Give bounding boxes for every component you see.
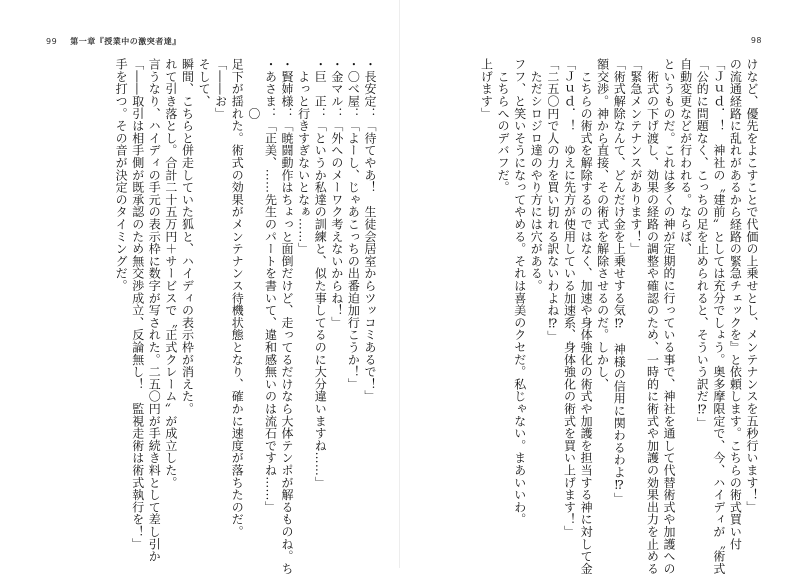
text-column: ・あさま：「正美、……先生のパートを書いて、違和感無いのは流石ですね……」: [263, 58, 278, 514]
text-column: 「――取引は相手側が既承認のため無交渉成立、反論無し！ 監視走術は術式執行を！」: [130, 58, 145, 550]
text-column: 「Ｊｕｄ．！ ゆえに先方が使用している加速系、身体強化の術式を買い上げます！」: [562, 58, 577, 538]
text-column: 額交渉。神から直接、その術式を解除させるのだ。しかし、: [595, 58, 610, 391]
text-column: 「緊急メンテナンスがあります！」: [628, 58, 643, 255]
left-page-text: [46, 58, 378, 575]
left-page-number: 99: [46, 37, 58, 46]
text-column: 「二五〇円で人の力を買い切れる訳ないわよね⁉」: [545, 58, 560, 343]
right-page-text: [440, 58, 760, 575]
text-column: 「――お」: [213, 58, 228, 120]
text-column: 手を打つ。その音が決定のタイミングだ。: [114, 58, 129, 292]
right-page-number: 98: [750, 36, 762, 45]
text-column: 上げます」: [479, 58, 494, 120]
text-column: ・〇べ屋：「よーし、じゃあこっちの出番迫加行こうか！」: [346, 58, 361, 391]
text-column: というものだ。これは多くの神が定期的に行っている事で、神社を通して代替術式や加護への: [662, 58, 677, 575]
section-break: 〇: [246, 58, 261, 120]
text-column: 自動変更などが行われる。ならば、: [678, 58, 693, 255]
text-column: こちらへのデバフだ。: [496, 58, 511, 194]
running-title: 第一章『授業中の激突者達』: [70, 36, 181, 46]
text-column: れて引き落とし。合計二十五万円＋サービスで〝正式クレーム〟が成立した。: [163, 58, 178, 489]
text-column: けなど、優先をよこすことで代価の上乗せとし、メンテナンスを五秒行います！」: [745, 58, 759, 514]
text-column: の流通経路に乱れがあるから経路の緊急チェックを』と依頼します。こちらの術式買い付: [728, 58, 743, 550]
text-column: ・金マル：「外へのメーワク考えないからね！」: [329, 58, 344, 329]
text-column: ・巨 正：「というか私達の訓練と、似た事してるのに大分違いますね……」: [313, 58, 328, 489]
left-page-header: [46, 36, 181, 47]
text-column: そして、: [197, 58, 212, 108]
text-column: 言うなり、ハイディの手元の表示枠に数字が写された。二五〇円が手続き料として差し引か: [147, 58, 162, 563]
text-column: 「術式解除なんて、どんだけ金を上乗せする気⁉ 神様の信用に関わるわよ⁉」: [612, 58, 627, 505]
text-column: 足下が揺れた。術式の効果がメンテナンス待機状態となり、確かに速度が落ちたのだ。: [230, 58, 245, 538]
text-column: 「Ｊｕｄ．！ 神社の〝建前〟としては充分でしょう。奥多摩限定で、今、ハイディが〝術式: [711, 58, 726, 575]
right-page-header: [751, 36, 762, 45]
text-column: 瞬間、こちらと併走していた狐と、ハイディの表示枠が消えた。: [180, 58, 195, 415]
text-column: 術式の下げ渡し、効果の経路の調整や確認のため、一時的に術式や加護の効果出力を止める: [645, 58, 660, 575]
text-column: ・賢姉様：「暁闘動作はちょっと面倒だけど、走ってるだけなら大体テンポが解るものね。ち: [280, 58, 295, 575]
text-column: 「公的に問題なく、こっちの足を止められると、そういう訳だ⁉」: [695, 58, 710, 429]
text-column: よっと行きすぎないとなぁ……」: [296, 58, 311, 255]
text-column: ただシロジロ達のやり方には穴がある。: [529, 58, 544, 292]
text-column: こちらの術式を解除するのではなく、加速や身体強化の術式や加護を担当する神に対して金: [579, 58, 594, 575]
text-column: ・長安定：「待てやあ！ 生徒会居室からツッコミあるで！」: [363, 58, 377, 403]
text-column: フフ、と笑いそうになってやめる。それは喜美のクセだ。私じゃない。まあいいわ。: [512, 58, 527, 526]
right-page: [400, 0, 800, 575]
